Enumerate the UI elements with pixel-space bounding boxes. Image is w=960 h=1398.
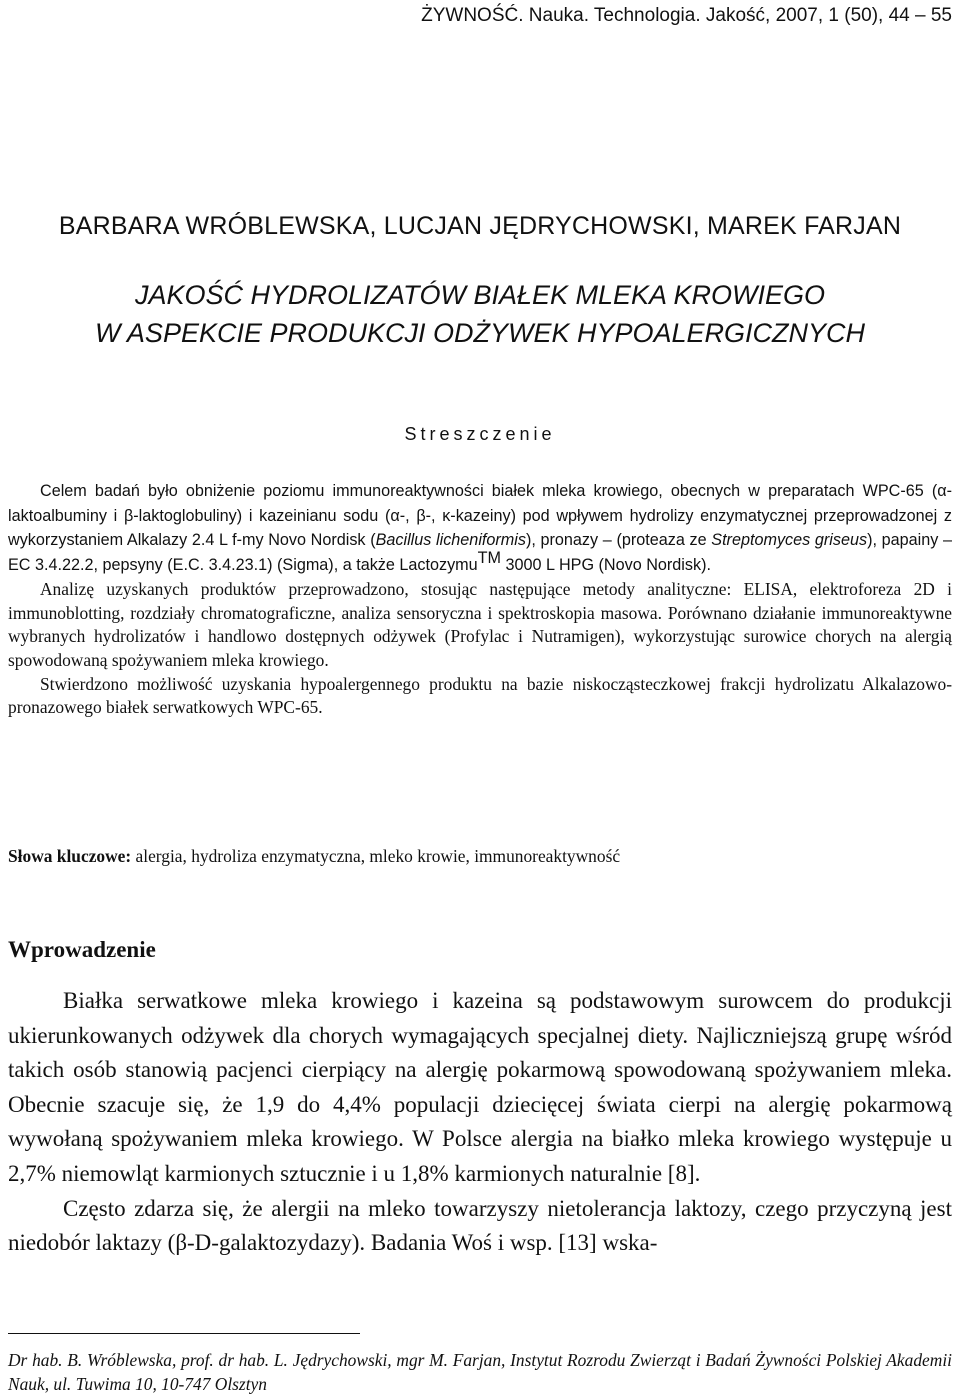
- species-name: Streptomyces griseus: [711, 531, 868, 550]
- abstract-paragraph-2: Analizę uzyskanych produktów przeprowadzono, stosując następujące metody analityczne: ELISA, elektroforeza 2D i immunoblotting, rozdziały chromatograficzne, analiza sensoryczna i spektroskopia masowa. Porównano działanie immunoreaktywne wybranych hydrolizatów i handlowo dostępnych odżywek (Profylac i Nutramigen), wykorzystując surowice chorych na alergią spowodowaną spożywaniem mleka krowiego.: [8, 578, 952, 670]
- abstract-text: Celem badań było obniżenie poziomu immunoreaktywności białek mleka krowiego, obecnych w preparatach WPC-65 (α-laktoalbuminy i β-laktoglobuliny) i kazeinianu sodu (α-, β-, κ-kazeiny) pod wpływem hydrolizy enzymatycznej przeprowadzonej z wykorzystaniem Alkalazy 2.4 L f-my Novo Nordisk (: [8, 482, 952, 550]
- abstract-text: ), papainy – EC 3.4.22.2, pepsyny (E.C. 3.4.23.1) (Sigma), a także Lactozymu: [8, 531, 952, 575]
- species-name: Bacillus licheniformis: [375, 531, 526, 550]
- keywords-text: alergia, hydroliza enzymatyczna, mleko krowie, immunoreaktywność: [131, 846, 621, 866]
- body-paragraph-1: Białka serwatkowe mleka krowiego i kazeina są podstawowym surowcem do produkcji ukierunkowanych odżywek dla chorych wymagających specjalnej diety. Najliczniejszą grupę wśród takich osób stanowią pacjenci cierpiący na alergię pokarmową spowodowaną spożywaniem mleka. Obecnie szacuje się, że 1,9 do 4,4% populacji dziecięcej świata cierpi na alergię pokarmową wywołaną spożywaniem mleka krowiego. W Polsce alergia na białko mleka krowiego występuje u 2,7% niemowląt karmionych sztucznie i u 1,8% karmionych naturalnie [8].: [8, 988, 952, 1186]
- title-line-2: W ASPEKCIE PRODUKCJI ODŻYWEK HYPOALERGICZNYCH: [94, 318, 866, 348]
- section-heading: Wprowadzenie: [8, 937, 156, 962]
- abstract: [8, 479, 952, 720]
- body-paragraph-2: Często zdarza się, że alergii na mleko towarzyszy nietolerancja laktozy, czego przyczyną jest niedobór laktazy (β-D-galaktozydazy). Badania Woś i wsp. [13] wska-: [8, 1195, 952, 1256]
- abstract-heading: Streszczenie: [404, 424, 556, 444]
- title-line-1: JAKOŚĆ HYDROLIZATÓW BIAŁEK MLEKA KROWIEGO: [134, 280, 826, 310]
- footnote-rule: [8, 1333, 360, 1334]
- abstract-paragraph-3: Stwierdzono możliwość uzyskania hypoalergennego produktu na bazie niskocząsteczkowej frakcji hydrolizatu Alkalazowo-pronazowego białek serwatkowych WPC-65.: [8, 673, 952, 718]
- authors: BARBARA WRÓBLEWSKA, LUCJAN JĘDRYCHOWSKI, MAREK FARJAN: [58, 212, 902, 240]
- paper-title: [8, 276, 952, 352]
- body-text: [8, 984, 952, 1261]
- journal-header: ŻYWNOŚĆ. Nauka. Technologia. Jakość, 2007, 1 (50), 44 – 55: [421, 5, 952, 26]
- abstract-paragraph-1: [8, 479, 952, 578]
- abstract-text: 3000 L HPG (Novo Nordisk).: [501, 556, 711, 575]
- trademark-superscript: TM: [477, 549, 502, 568]
- keywords: [8, 846, 952, 867]
- footnote: Dr hab. B. Wróblewska, prof. dr hab. L. Jędrychowski, mgr M. Farjan, Instytut Rozrodu Zwierząt i Badań Żywności Polskiej Akademii Nauk, ul. Tuwima 10, 10-747 Olsztyn: [8, 1350, 952, 1394]
- abstract-text: ), pronazy – (proteaza ze: [525, 531, 712, 550]
- keywords-label: Słowa kluczowe:: [8, 846, 132, 866]
